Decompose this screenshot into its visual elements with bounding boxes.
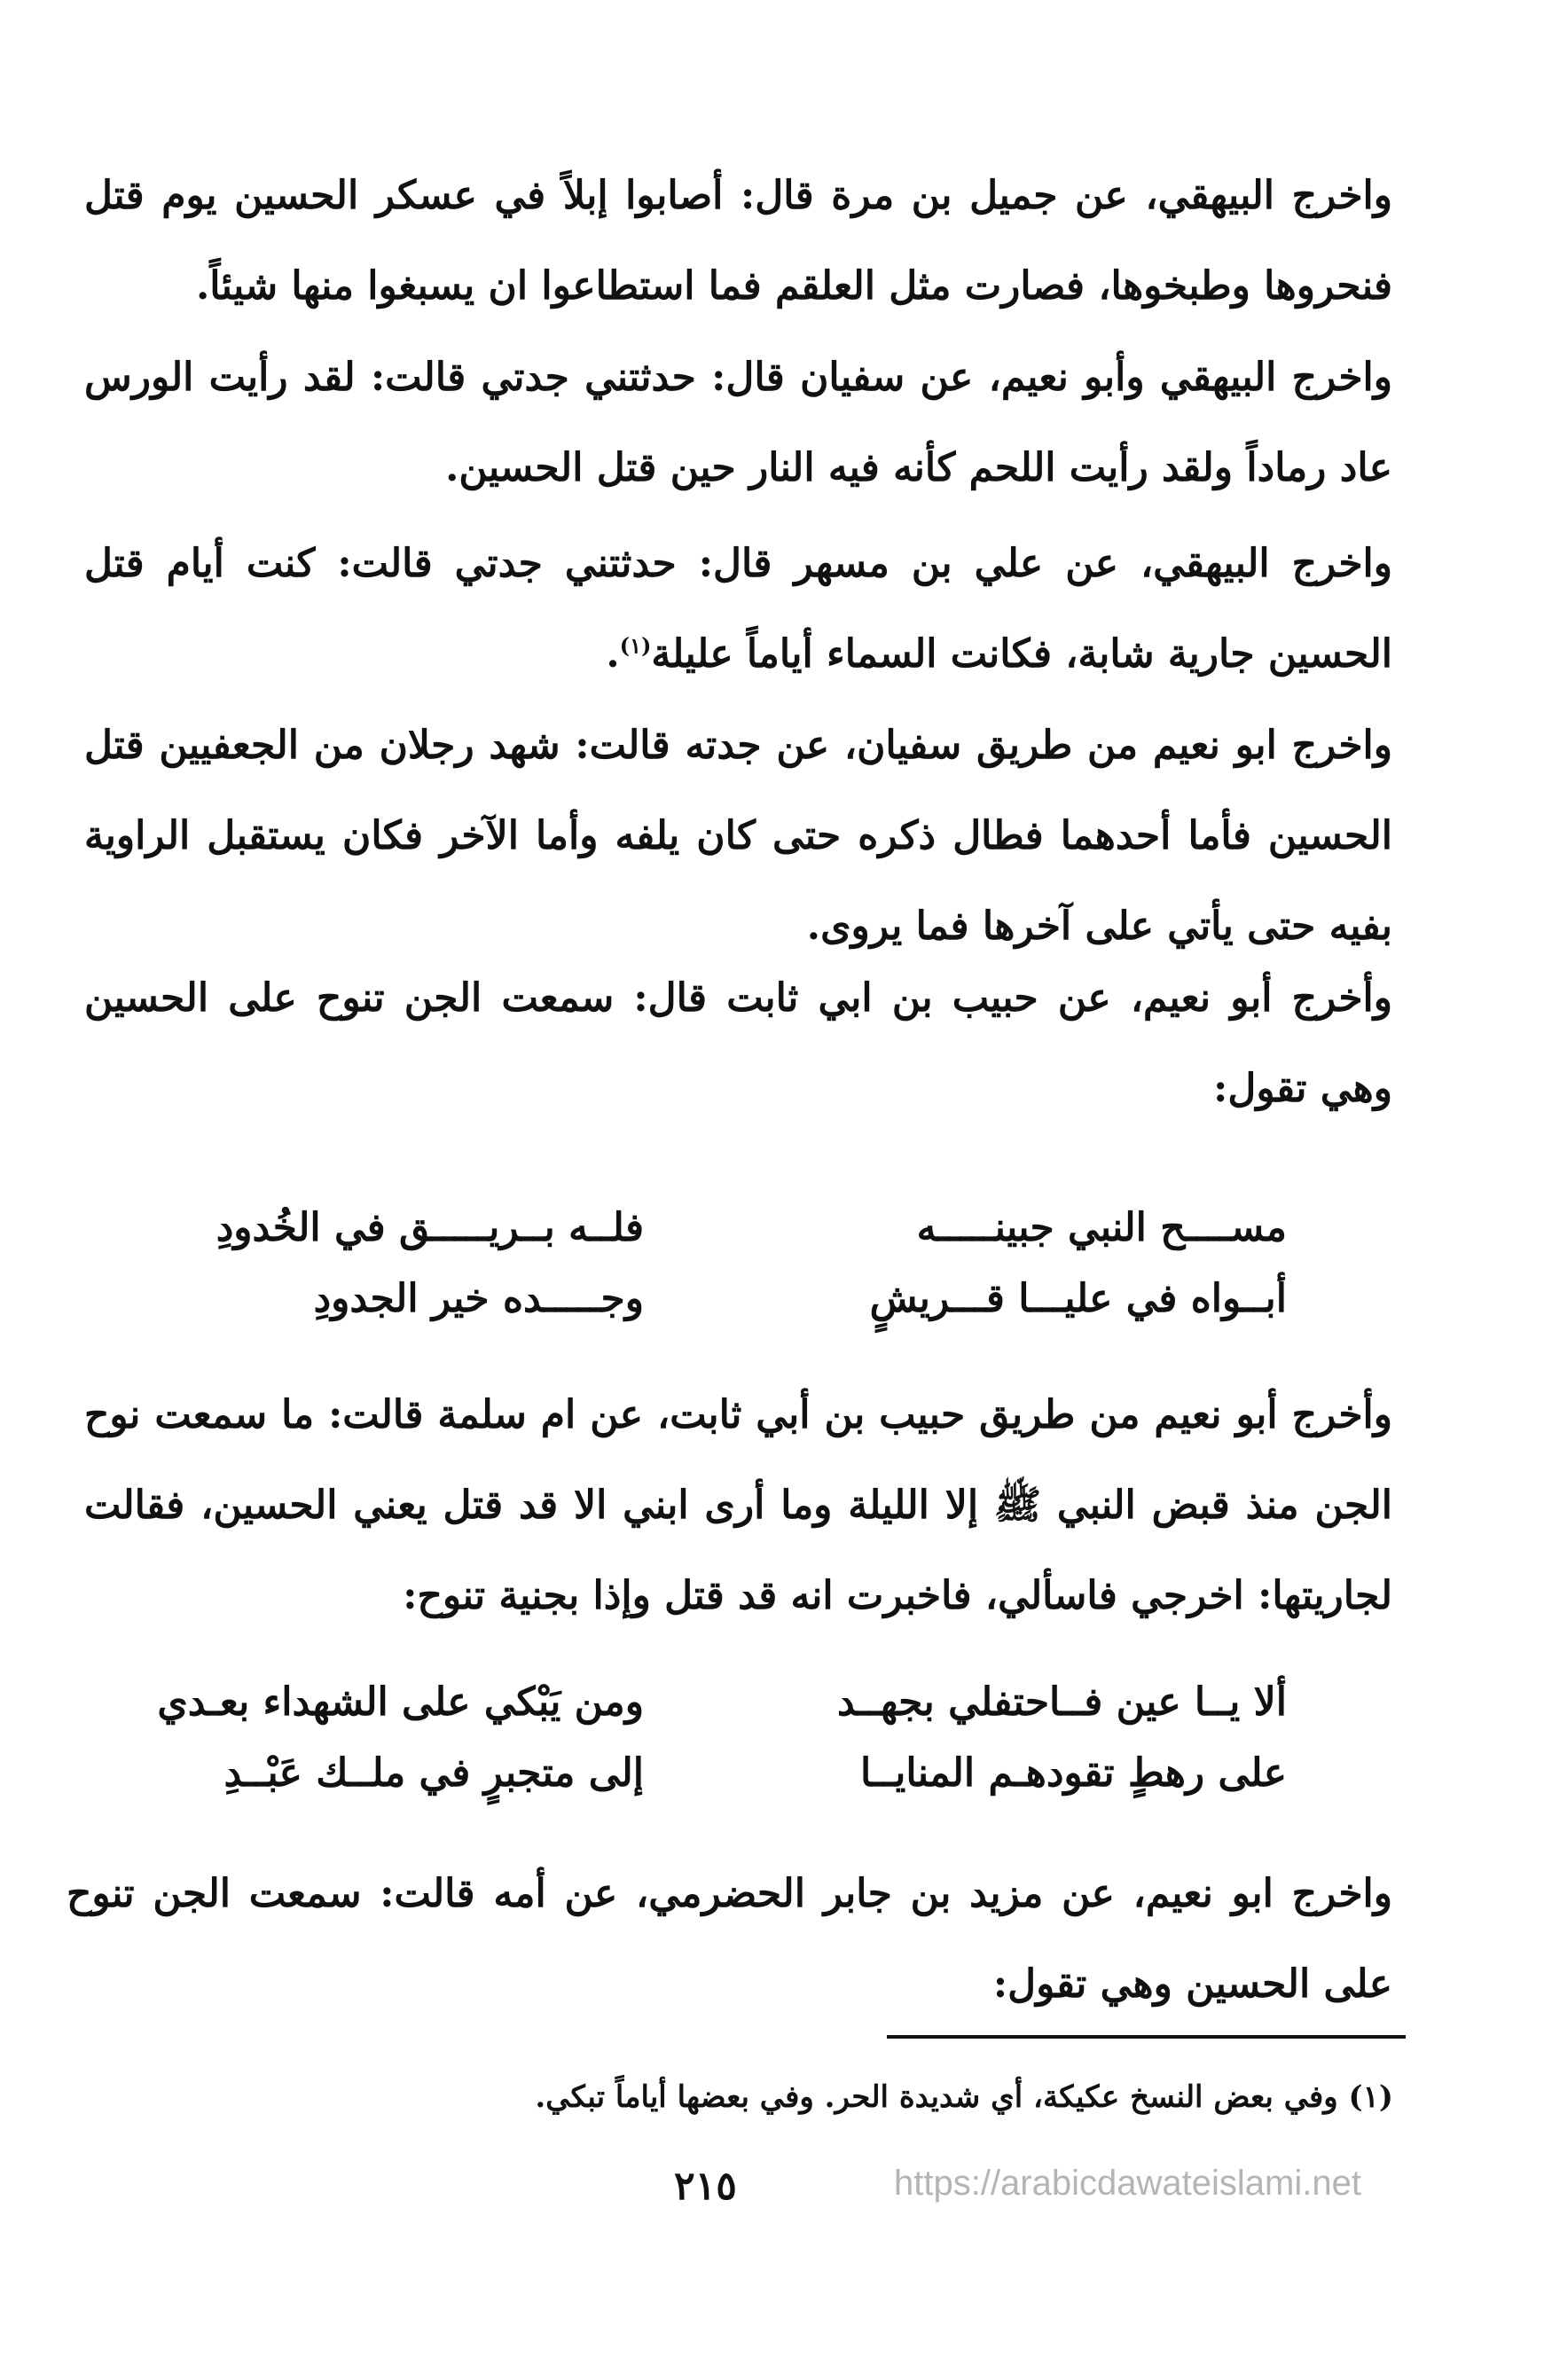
footnote: (١) وفي بعض النسخ عكيكة، أي شديدة الحر. وفي بعضها أياماً تبكي. (535, 2079, 1393, 2115)
paragraph-6: وأخرج أبو نعيم من طريق حبيب بن أبي ثابت، عن ام سلمة قالت: ما سمعت نوح الجن منذ قبض النبي ﷺ إلا الليلة وما أرى ابني الا قد قتل يعني الحسين، فقالت لجاريتها: اخرجي فاسألي، فاخبرت انه قد قتل وإذا بجنية تنوح: (84, 1392, 1392, 1618)
verse-second-hemistich: إلى متجبرٍ في ملــك عَبْــدِ (223, 1750, 644, 1796)
paragraph-1: واخرج البيهقي، عن جميل بن مرة قال: أصابوا إبلاً في عسكر الحسين يوم قتل فنحروها وطبخوها، فصارت مثل العلقم فما استطاعوا ان يسبغوا منها شيئاً. (84, 173, 1392, 309)
paragraph-3-end: . (606, 631, 620, 677)
verse-first-hemistich: أبــواه في عليـــا قـــريشٍ (869, 1276, 1287, 1321)
poem-verse (0, 1738, 1544, 1809)
verse-first-hemistich: على رهطٍ تقودهـم المنايــا (859, 1750, 1287, 1796)
poem-verse (0, 1193, 1544, 1264)
paragraph-2: واخرج البيهقي وأبو نعيم، عن سفيان قال: حدثتني جدتي قالت: لقد رأيت الورس عاد رماداً ولقد رأيت اللحم كأنه فيه النار حين قتل الحسين. (84, 355, 1392, 490)
page-number: ٢١٥ (674, 2164, 737, 2209)
verse-second-hemistich: فلــه بــريـــــق في الخُدودِ (216, 1205, 644, 1250)
paragraph-3-text: واخرج البيهقي، عن علي بن مسهر قال: حدثتني جدتي قالت: كنت أيام قتل الحسين جارية شابة، فكانت السماء أياماً عليلة (84, 541, 1392, 677)
poem-2 (0, 1667, 1544, 1809)
verse-second-hemistich: وجـــــده خير الجدودِ (313, 1276, 644, 1321)
paragraph-5: وأخرج أبو نعيم، عن حبيب بن ابي ثابت قال: سمعت الجن تنوح على الحسين وهي تقول: (84, 975, 1392, 1111)
paragraph-4: واخرج ابو نعيم من طريق سفيان، عن جدته قالت: شهد رجلان من الجعفيين قتل الحسين فأما أحدهما فطال ذكره حتى كان يلفه وأما الآخر فكان يستقبل الراوية بفيه حتى يأتي على آخرها فما يروى. (84, 723, 1392, 949)
poem-verse (0, 1667, 1544, 1738)
paragraph-3 (84, 519, 1392, 700)
verse-first-hemistich: مســــح النبي جبينـــــه (916, 1205, 1287, 1250)
watermark-url: https://arabicdawateislami.net (894, 2164, 1361, 2203)
footnote-marker: (١) (619, 632, 652, 659)
paragraph-7: واخرج ابو نعيم، عن مزيد بن جابر الحضرمي، عن أمه قالت: سمعت الجن تنوح على الحسين وهي تقول: (67, 1871, 1393, 2007)
poem-verse (0, 1264, 1544, 1335)
verse-second-hemistich: ومن يَبْكي على الشهداء بعـدي (157, 1679, 644, 1725)
poem-1 (0, 1193, 1544, 1335)
footnote-divider (887, 2035, 1406, 2039)
verse-first-hemistich: ألا يــا عين فــاحتفلي بجهــد (836, 1679, 1287, 1725)
